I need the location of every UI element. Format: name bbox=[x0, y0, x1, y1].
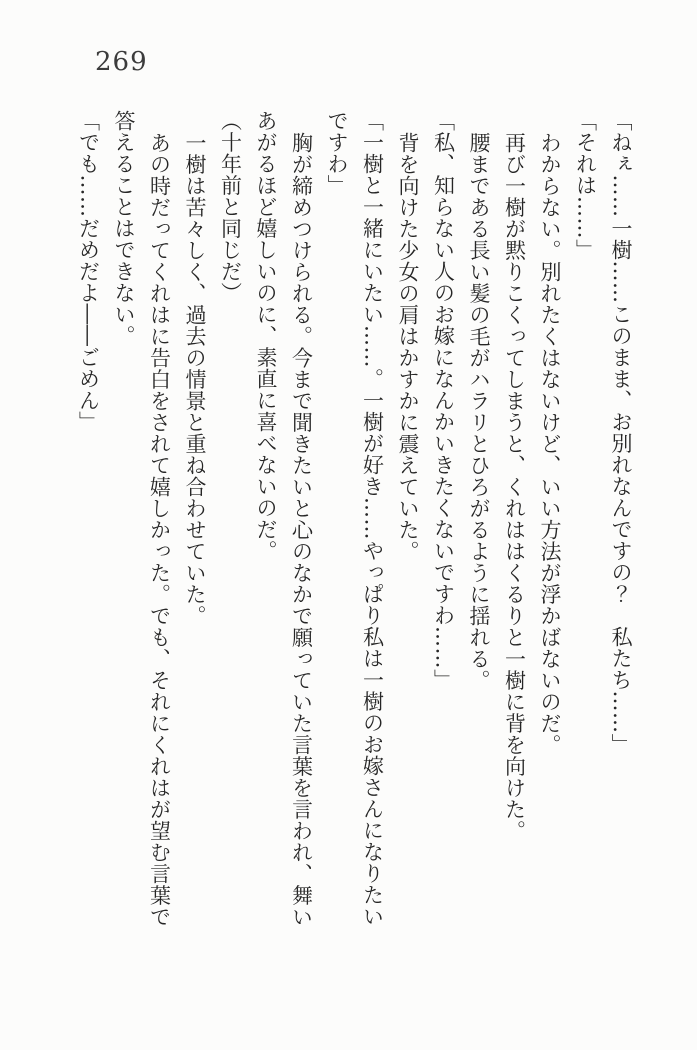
text-line: 一樹は苦々しく、過去の情景と重ね合わせていた。 bbox=[183, 131, 207, 626]
text-line: 再び一樹が黙りこくってしまうと、くれははくるりと一樹に背を向けた。 bbox=[502, 131, 527, 841]
text-line: わからない。別れたくはないけど、いい方法が浮かばないのだ。 bbox=[538, 131, 562, 755]
text-line: 答えることはできない。 bbox=[112, 110, 136, 347]
page-number: 269 bbox=[95, 47, 148, 77]
text-line: 腰まである長い髪の毛がハラリとひろがるように揺れる。 bbox=[467, 131, 491, 691]
text-block bbox=[70, 110, 638, 932]
text-line: 「ねぇ……一樹……このまま、お別れなんですの？ 私たち……」 bbox=[609, 110, 633, 755]
text-line: 「私、知らない人のお嫁になんかいきたくないですわ……」 bbox=[431, 110, 456, 691]
text-line: ですわ」 bbox=[325, 110, 349, 196]
text-line: 「でも……だめだよ――ごめん」 bbox=[76, 110, 101, 433]
text-line: 背を向けた少女の肩はかすかに震えていた。 bbox=[396, 131, 420, 562]
text-line: あの時だってくれはに告白をされて嬉しかった。でも、それにくれはが望む言葉で bbox=[147, 131, 172, 927]
text-line: 胸が締めつけられる。今まで聞きたいと心のなかで願っていた言葉を言われ、舞い bbox=[289, 131, 314, 927]
text-line: あがるほど嬉しいのに、素直に喜べないのだ。 bbox=[254, 110, 278, 562]
text-line: （十年前と同じだ） bbox=[218, 110, 243, 304]
text-line: 「一樹と一緒にいたい……。一樹が好き……やっぱり私は一樹のお嫁さんになりたい bbox=[360, 110, 385, 927]
text-line: 「それは……」 bbox=[573, 110, 598, 261]
